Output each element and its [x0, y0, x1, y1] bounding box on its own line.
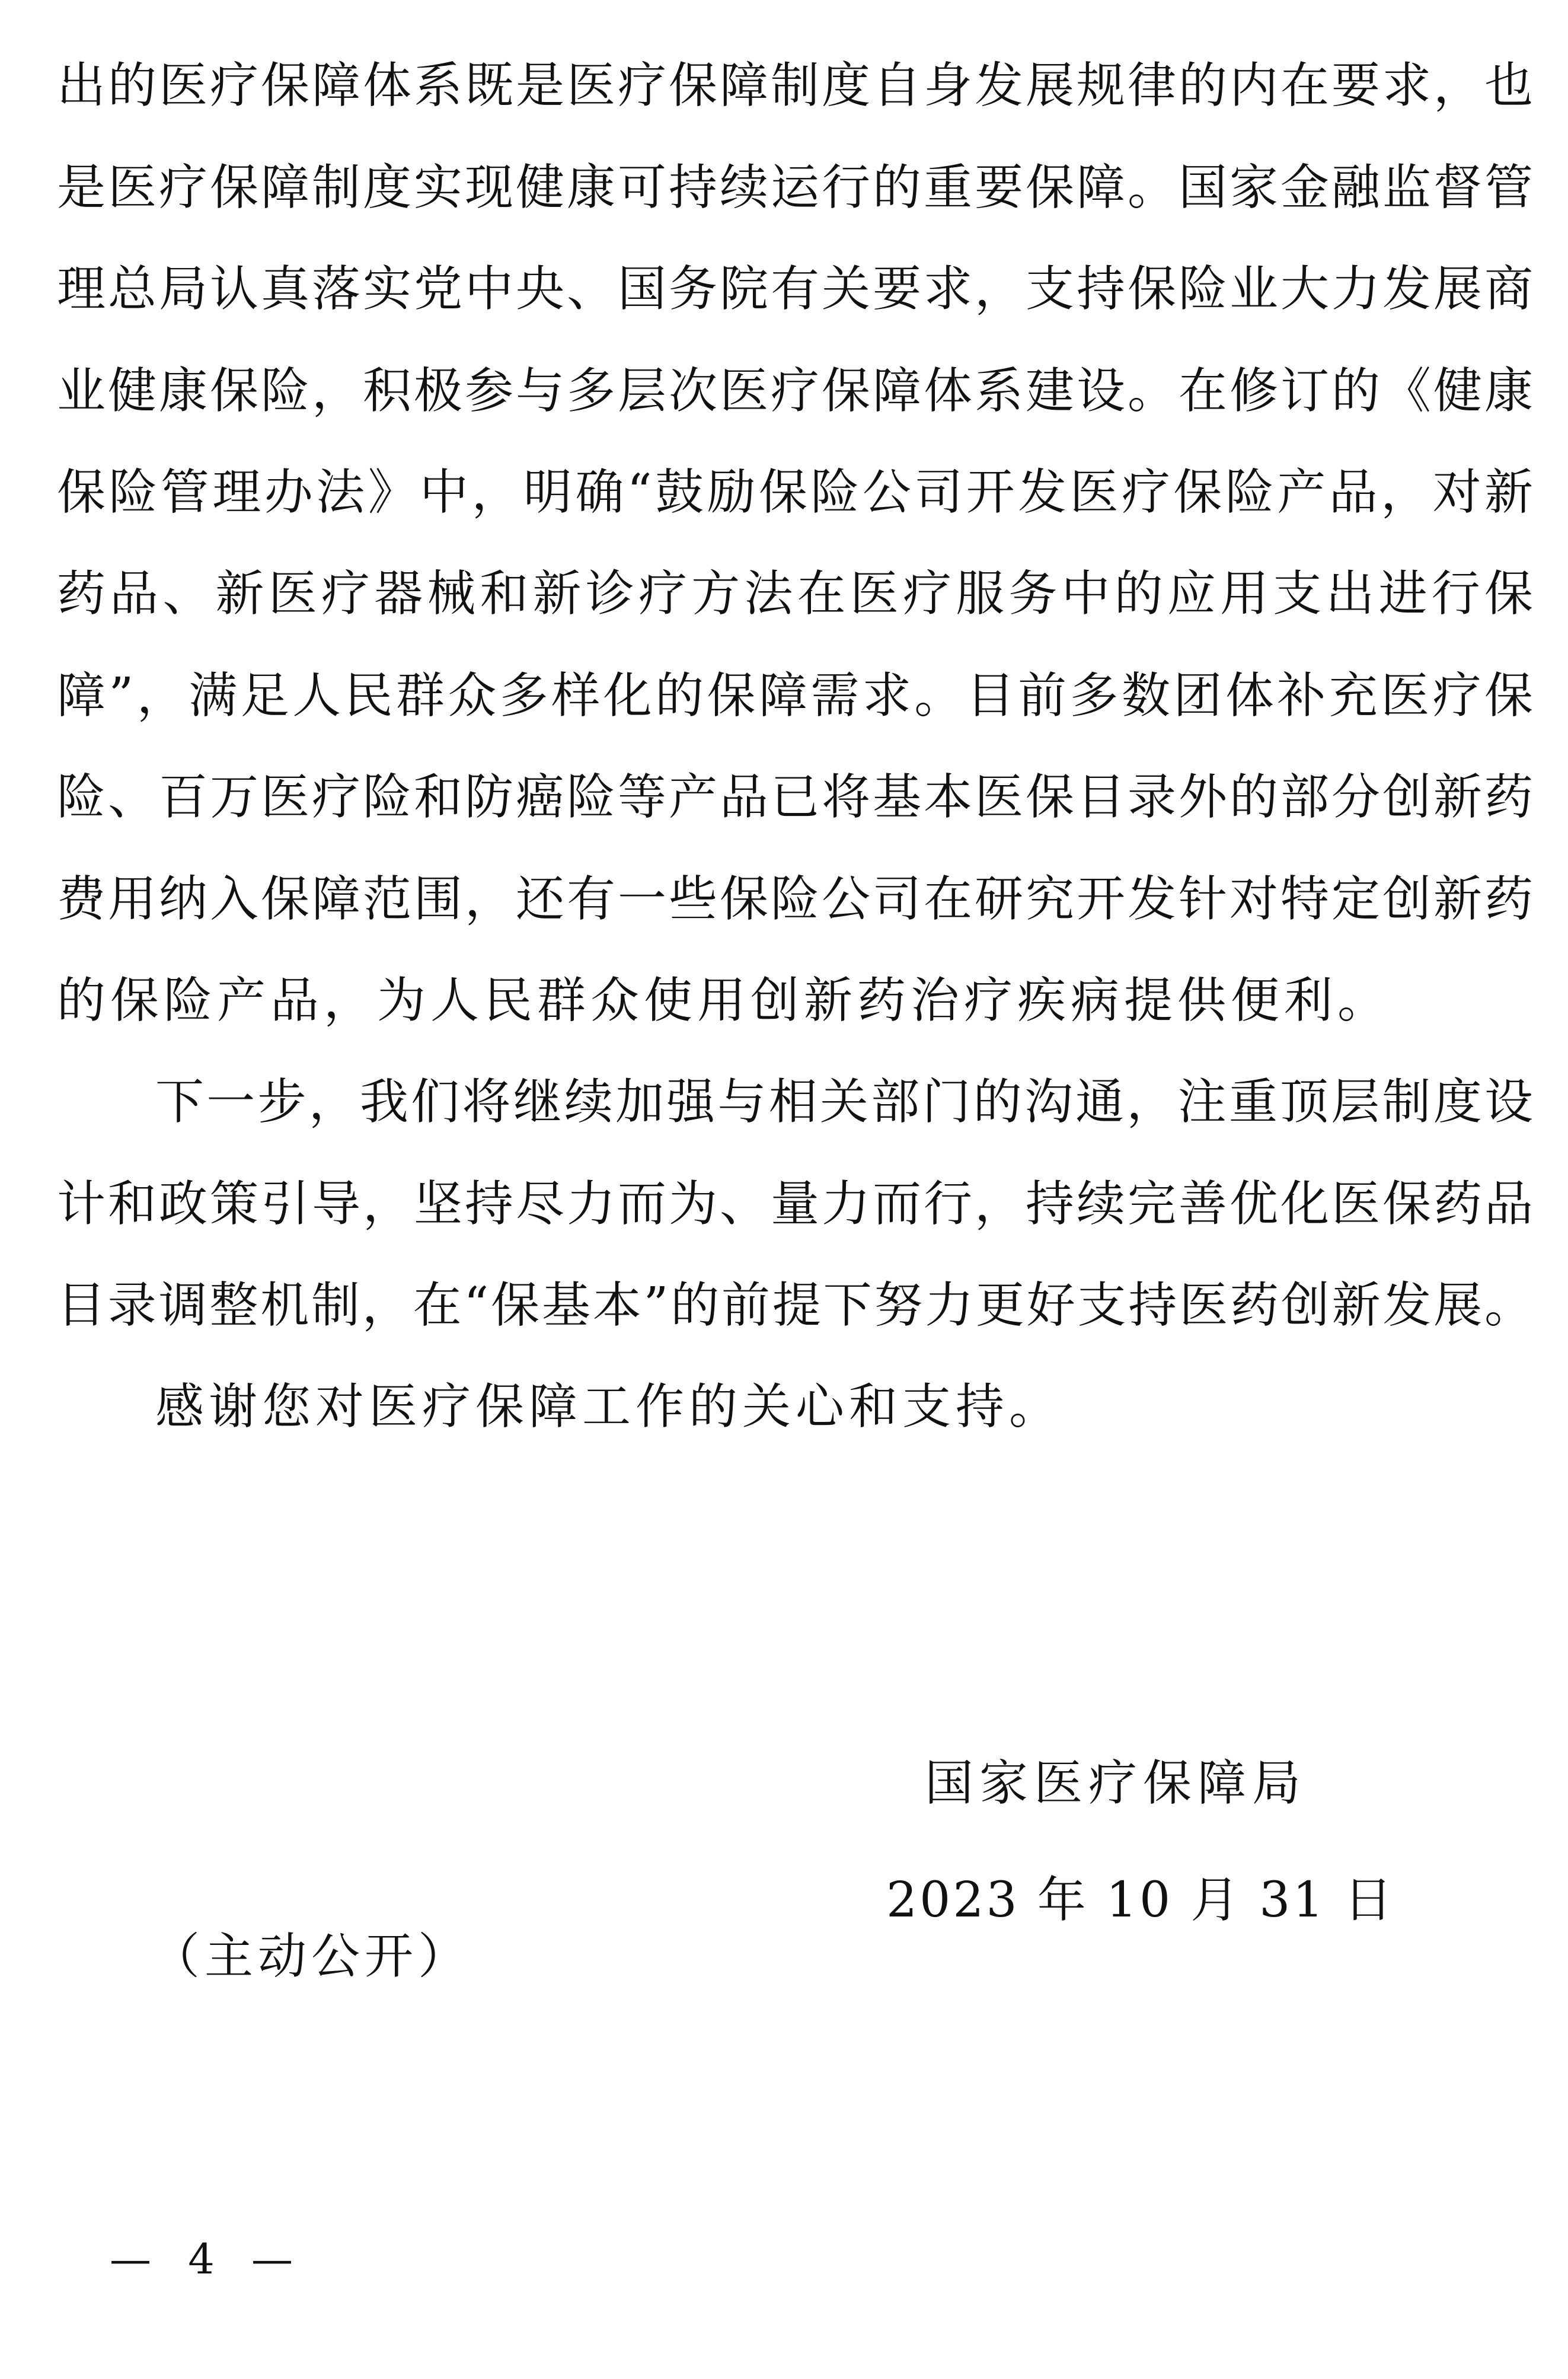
body-line: 理总局认真落实党中央、国务院有关要求，支持保险业大力发展商: [57, 261, 1533, 317]
body-line: 目录调整机制，在“保基本”的前提下努力更好支持医药创新发展。: [57, 1277, 1533, 1334]
signature-organization: 国家医疗保障局: [925, 1755, 1307, 1812]
body-line: 药品、新医疗器械和新诊疗方法在医疗服务中的应用支出进行保: [57, 566, 1533, 622]
body-line: 出的医疗保障体系既是医疗保障制度自身发展规律的内在要求，也: [57, 58, 1533, 114]
closing-line: 感谢您对医疗保障工作的关心和支持。: [155, 1379, 1063, 1435]
body-line: 是医疗保障制度实现健康可持续运行的重要保障。国家金融监督管: [57, 160, 1533, 216]
body-line: 下一步，我们将继续加强与相关部门的沟通，注重顶层制度设: [155, 1074, 1533, 1130]
body-line: 险、百万医疗险和防癌险等产品已将基本医保目录外的部分创新药: [57, 769, 1533, 825]
body-line: 计和政策引导，坚持尽力而为、量力而行，持续完善优化医保药品: [57, 1176, 1533, 1232]
page-number: — 4 —: [110, 2235, 305, 2284]
disclosure-note: （主动公开）: [151, 1928, 472, 1985]
body-line: 业健康保险，积极参与多层次医疗保障体系建设。在修订的《健康: [57, 363, 1533, 419]
body-line: 的保险产品，为人民群众使用创新药治疗疾病提供便利。: [57, 972, 1391, 1029]
signature-date: 2023 年 10 月 31 日: [886, 1872, 1395, 1928]
body-line: 障”，满足人民群众多样化的保障需求。目前多数团体补充医疗保: [57, 668, 1533, 724]
body-line: 费用纳入保障范围，还有一些保险公司在研究开发针对特定创新药: [57, 871, 1533, 927]
body-line: 保险管理办法》中，明确“鼓励保险公司开发医疗保险产品，对新: [57, 464, 1533, 521]
